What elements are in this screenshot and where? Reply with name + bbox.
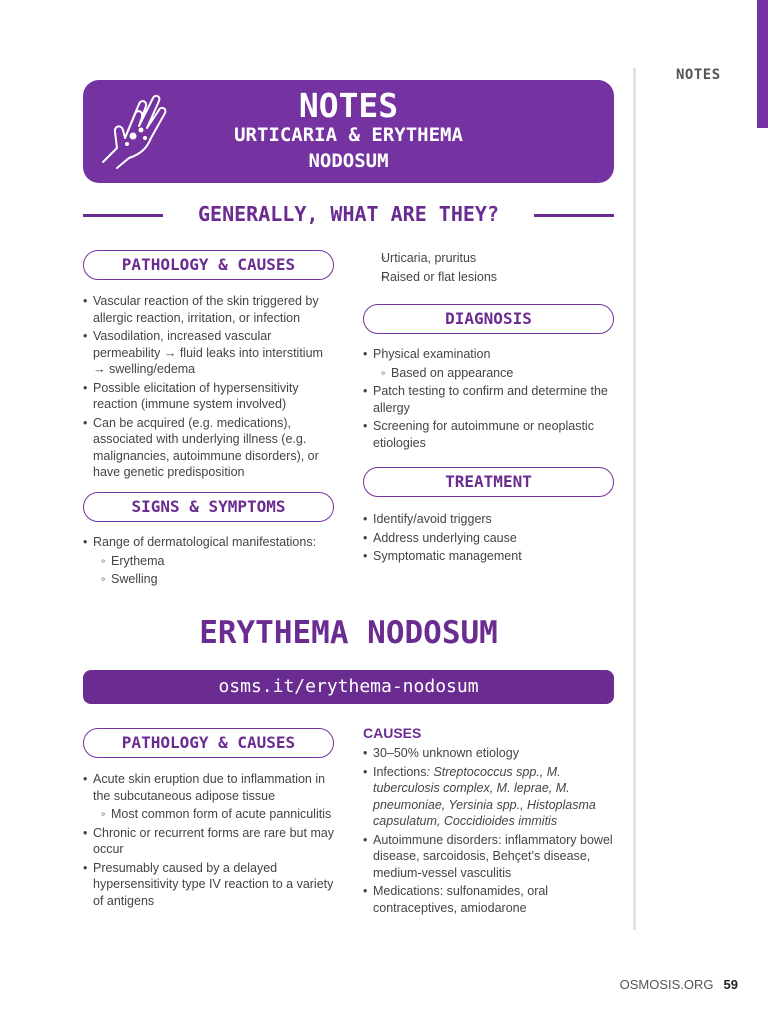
autoimmune-label: Autoimmune disorders (373, 832, 499, 847)
list-item: • Address underlying cause (363, 530, 625, 547)
list-subitem: ◦ Most common form of acute panniculitis (83, 806, 343, 823)
list-item: • Patch testing to confirm and determine the allergy (363, 383, 625, 416)
footer-site: OSMOSIS.ORG (619, 977, 714, 992)
osmosis-link[interactable]: osms.it/erythema-nodosum (83, 670, 614, 704)
banner-title: NOTES (298, 86, 399, 125)
list-item (363, 764, 625, 830)
list-item: • Identify/avoid triggers (363, 511, 625, 528)
page-number: 59 (723, 977, 738, 992)
list-item: • Acute skin eruption due to inflammation in the subcutaneous adipose tissue (83, 771, 343, 804)
list-subitem: ◦ Raised or flat lesions (363, 269, 623, 286)
heading-rule-right (534, 214, 614, 217)
en-pathology-list (83, 771, 343, 911)
list-subitem: ◦ Erythema (83, 553, 335, 570)
list-item (363, 883, 625, 916)
margin-divider (633, 68, 636, 930)
list-item: • 30–50% unknown etiology (363, 745, 625, 762)
corner-tab (757, 0, 768, 128)
medications-label: Medications (373, 884, 440, 898)
signs-symptoms-pill: SIGNS & SYMPTOMS (83, 492, 334, 522)
list-item: • Vasodilation, increased vascular permeability → fluid leaks into interstitium → swelling/edema (83, 328, 335, 378)
diagnosis-pill: DIAGNOSIS (363, 304, 614, 334)
pathology-list (83, 293, 335, 483)
list-subitem: ◦ Based on appearance (363, 365, 625, 382)
list-item: • Range of dermatological manifestations: (83, 534, 335, 551)
section-heading-text: GENERALLY, WHAT ARE THEY? (197, 202, 500, 226)
list-item: • Symptomatic management (363, 548, 625, 565)
banner-subtitle-line2: NODOSUM (308, 150, 389, 172)
treatment-pill: TREATMENT (363, 467, 614, 497)
list-subitem: ◦ Urticaria, pruritus (363, 250, 623, 267)
treatment-list (363, 511, 625, 567)
list-item (363, 832, 625, 882)
list-subitem: ◦ Swelling (83, 571, 335, 588)
signs-list-continued (363, 250, 623, 287)
pathology-causes-pill: PATHOLOGY & CAUSES (83, 250, 334, 280)
title-banner (83, 80, 614, 183)
medications-text: : sulfonamides, oral contraceptives, amiodarone (373, 884, 549, 915)
section-heading (83, 200, 614, 230)
list-item: • Chronic or recurrent forms are rare but may occur (83, 825, 343, 858)
banner-subtitle-line1: URTICARIA & ERYTHEMA (234, 124, 463, 146)
list-item: • Vascular reaction of the skin triggered by allergic reaction, irritation, or infection (83, 293, 335, 326)
infections-label: Infections (373, 764, 427, 779)
autoimmune-text: : inflammatory bowel disease, sarcoidosis, Behçet’s disease, medium-vessel vasculitis (373, 832, 613, 880)
page-footer (620, 977, 738, 992)
list-item: • Screening for autoimmune or neoplastic etiologies (363, 418, 625, 451)
diagnosis-list (363, 346, 625, 453)
causes-heading: CAUSES (363, 725, 422, 741)
en-pathology-causes-pill: PATHOLOGY & CAUSES (83, 728, 334, 758)
list-item: • Presumably caused by a delayed hypersensitivity type IV reaction to a variety of antigens (83, 860, 343, 910)
infections-text: : Streptococcus spp., M. tuberculosis complex, M. leprae, M. pneumoniae, Yersinia spp., Histoplasma capsulatum, Coccidioides immitis (373, 764, 596, 828)
list-item: • Physical examination (363, 346, 625, 363)
side-notes-label: NOTES (676, 67, 721, 83)
erythema-nodosum-title: ERYTHEMA NODOSUM (199, 615, 498, 651)
list-item: • Possible elicitation of hypersensitivity reaction (immune system involved) (83, 380, 335, 413)
list-item: • Can be acquired (e.g. medications), associated with underlying illness (e.g. malignancies, autoimmune disorders), or have genetic predisposition (83, 415, 335, 481)
signs-list (83, 534, 335, 590)
causes-list (363, 745, 625, 918)
